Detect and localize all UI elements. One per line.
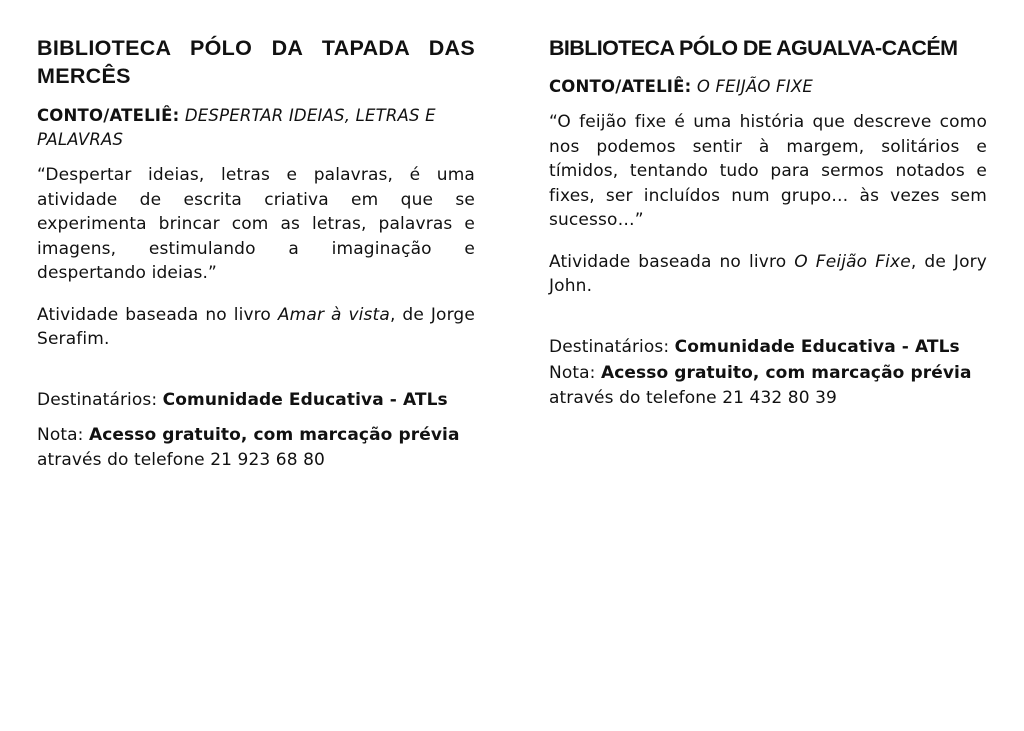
recipients-line (37, 388, 475, 413)
phone-line: através do telefone 21 923 68 80 (37, 449, 325, 470)
activity-label: CONTO/ATELIÊ: (549, 77, 692, 96)
section-title: BIBLIOTECA PÓLO DE AGUALVA-CACÉM (549, 36, 958, 60)
book-reference-suffix: , de Jorge Serafim. (37, 304, 475, 349)
note-value: Acesso gratuito, com marcação prévia (600, 363, 972, 383)
section-title: BIBLIOTECA PÓLO DA TAPADA DAS MERCÊS (37, 36, 475, 88)
library-section-agualva-cacem (549, 34, 987, 410)
note-block (37, 423, 475, 472)
note-line (37, 423, 475, 448)
book-title: Amar à vista (277, 304, 390, 325)
activity-label: CONTO/ATELIÊ: (37, 106, 180, 125)
book-reference-prefix: Atividade baseada no livro (37, 304, 278, 325)
recipients-label: Destinatários: (37, 389, 163, 410)
activity-name: O FEIJÃO FIXE (696, 77, 813, 96)
book-title: O Feijão Fixe (794, 251, 911, 272)
book-reference (549, 250, 987, 299)
recipients-line (549, 335, 987, 360)
activity-heading (549, 75, 987, 99)
recipients-label: Destinatários: (549, 336, 675, 357)
library-section-tapada-das-merces (37, 34, 475, 472)
recipients-value: Comunidade Educativa - ATLs (162, 389, 448, 410)
note-block (549, 361, 987, 410)
activity-heading (37, 104, 475, 152)
recipients-value: Comunidade Educativa - ATLs (674, 336, 960, 357)
activity-description: “Despertar ideias, letras e palavras, é uma atividade de escrita criativa em que se experimenta brincar com as letras, palavras e imagens, estimulando a imaginação e despertando ideias.” (37, 165, 475, 283)
phone-line: através do telefone 21 432 80 39 (549, 387, 837, 408)
note-value: Acesso gratuito, com marcação prévia (88, 425, 460, 445)
note-label: Nota: (549, 363, 601, 383)
book-reference-suffix: , de Jory John. (549, 251, 987, 296)
activity-description: “O feijão fixe é uma história que descreve como nos podemos sentir à margem, solitários e tímidos, tentando tudo para sermos notados e fixes, ser incluídos num grupo… às vezes sem sucesso…” (549, 112, 987, 230)
book-reference (37, 303, 475, 352)
note-line (549, 361, 987, 386)
note-label: Nota: (37, 425, 89, 445)
book-reference-prefix: Atividade baseada no livro (549, 251, 795, 272)
activity-name: DESPERTAR IDEIAS, LETRAS E PALAVRAS (37, 106, 436, 149)
